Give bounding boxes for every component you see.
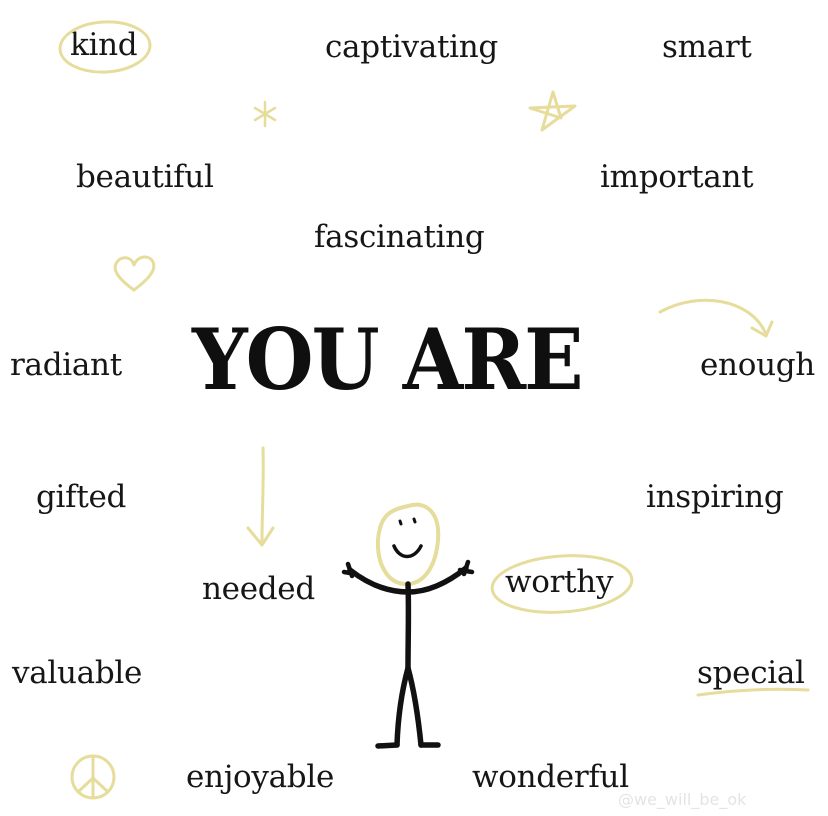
asterisk-doodle [255, 102, 275, 126]
figure-smile [394, 546, 421, 557]
word-radiant: radiant [10, 347, 122, 383]
word-smart: smart [662, 29, 752, 65]
word-kind: kind [70, 27, 138, 63]
kind-circle-doodle [59, 20, 151, 75]
word-valuable: valuable [12, 655, 143, 691]
headline-you-are: YOU ARE [192, 311, 582, 410]
stick-figure [344, 505, 472, 746]
figure-head-outline [378, 505, 438, 584]
word-enough: enough [700, 347, 815, 383]
worthy-circle-doodle [490, 551, 634, 617]
watermark: @we_will_be_ok [618, 790, 747, 809]
down-arrow-doodle [262, 448, 263, 542]
heart-doodle [115, 257, 154, 290]
word-special: special [697, 655, 805, 691]
word-worthy: worthy [505, 564, 614, 600]
down-arrow-head [248, 528, 273, 545]
word-beautiful: beautiful [76, 159, 214, 195]
special-underline-doodle [698, 689, 808, 695]
star-doodle [530, 92, 575, 130]
peace-sign-doodle [72, 756, 114, 798]
figure-legs [397, 668, 421, 745]
word-important: important [600, 159, 754, 195]
word-inspiring: inspiring [646, 479, 784, 515]
figure-hands [344, 562, 472, 576]
word-needed: needed [202, 571, 315, 607]
curved-arrow-doodle [660, 300, 765, 332]
word-wonderful: wonderful [472, 759, 629, 795]
word-enjoyable: enjoyable [186, 759, 334, 795]
word-gifted: gifted [36, 479, 127, 515]
word-fascinating: fascinating [314, 219, 485, 255]
word-captivating: captivating [325, 29, 498, 65]
figure-face-ink [400, 519, 415, 524]
figure-feet [378, 745, 438, 746]
